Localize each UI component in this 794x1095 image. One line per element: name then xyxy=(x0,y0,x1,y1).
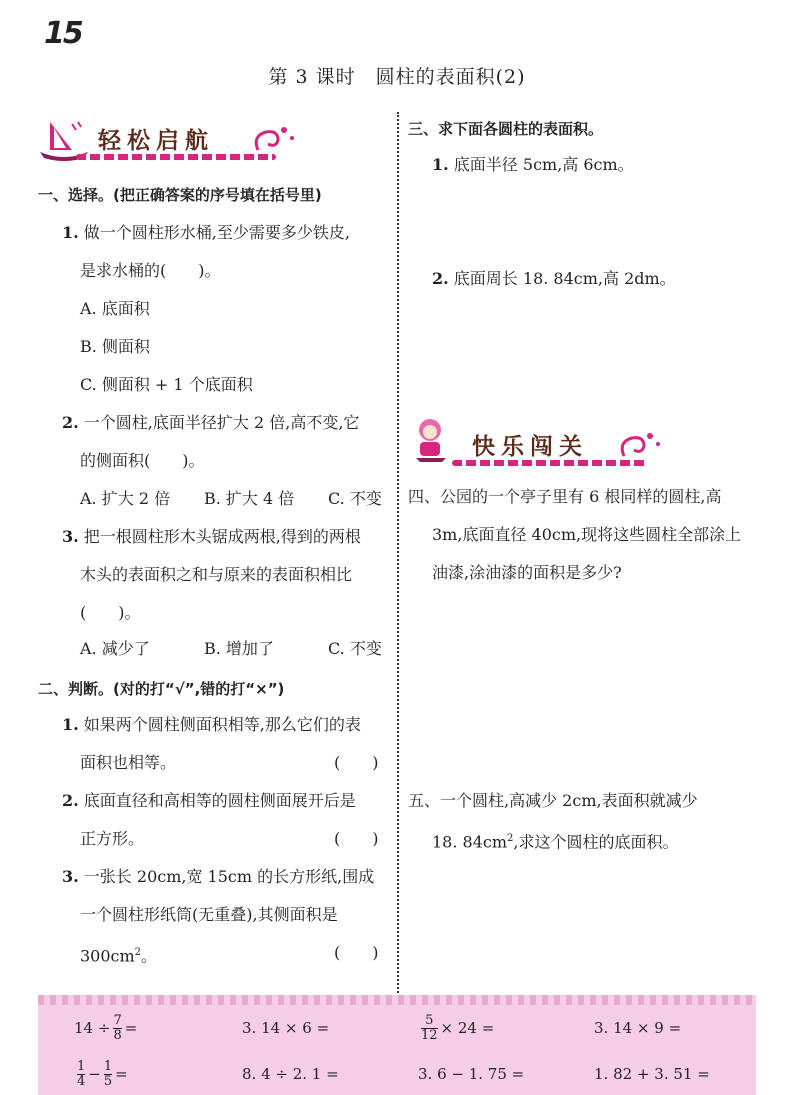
section1-heading: 一、选择。(把正确答案的序号填在括号里) xyxy=(38,186,322,204)
calc-r1c3: $\frac{5}{12}$ × 24 = xyxy=(421,1012,495,1043)
q2-3-line1: 3. 一张长 20cm,宽 15cm 的长方形纸,围成 xyxy=(62,867,375,886)
q1-2-line2: 的侧面积( )。 xyxy=(80,451,205,470)
section2-heading: 二、判断。(对的打“√”,错的打“×”) xyxy=(38,680,285,698)
swirl-icon xyxy=(248,120,298,160)
q1-2-option-b: B. 扩大 4 倍 xyxy=(204,489,295,508)
child-mascot-icon xyxy=(408,414,458,464)
calc-r2c1: $\frac{1}{4}$ − $\frac{1}{5}$ = xyxy=(77,1058,128,1089)
q5-line2: 18. $84cm^2$,求这个圆柱的底面积。 xyxy=(432,832,679,852)
q1-2-option-a: A. 扩大 2 倍 xyxy=(80,489,171,508)
section3-heading: 三、求下面各圆柱的表面积。 xyxy=(408,120,604,138)
calc-r2c4: 1. 82 + 3. 51 = xyxy=(594,1065,710,1083)
banner-stripe xyxy=(76,154,276,160)
q1-3-line1: 3. 把一根圆柱形木头锯成两根,得到的两根 xyxy=(62,527,361,546)
q4-line1: 四、公园的一个亭子里有 6 根同样的圆柱,高 xyxy=(408,487,722,506)
q3-2: 2. 底面周长 18. 84cm,高 2dm。 xyxy=(432,269,676,288)
q1-3-option-a: A. 减少了 xyxy=(80,639,150,658)
q2-1-line1: 1. 如果两个圆柱侧面积相等,那么它们的表 xyxy=(62,715,361,734)
banner-easy-start xyxy=(36,118,296,162)
q1-3-option-b: B. 增加了 xyxy=(204,639,274,658)
q4-line2: 3m,底面直径 40cm,现将这些圆柱全部涂上 xyxy=(432,525,742,544)
q1-1-option-a: A. 底面积 xyxy=(80,299,150,318)
calc-r2c3: 3. 6 − 1. 75 = xyxy=(418,1065,525,1083)
q2-3-answer-paren[interactable]: ( ) xyxy=(334,943,379,962)
calc-r1c2: 3. 14 × 6 = xyxy=(242,1019,330,1037)
q2-1-answer-paren[interactable]: ( ) xyxy=(334,753,379,772)
lesson-title: 第 3 课时 圆柱的表面积(2) xyxy=(268,66,526,88)
q2-1-line2: 面积也相等。 xyxy=(80,753,177,772)
q1-1-line2: 是求水桶的( )。 xyxy=(80,261,221,280)
column-divider xyxy=(397,112,399,1000)
q1-3-option-c: C. 不变 xyxy=(328,639,382,658)
banner-happy-challenge xyxy=(408,420,668,464)
q1-2-line1: 2. 一个圆柱,底面半径扩大 2 倍,高不变,它 xyxy=(62,413,360,432)
q5-line1: 五、一个圆柱,高减少 2cm,表面积就减少 xyxy=(408,791,698,810)
q1-1-line1: 1. 做一个圆柱形水桶,至少需要多少铁皮, xyxy=(62,223,350,242)
q4-line3: 油漆,涂油漆的面积是多少? xyxy=(432,563,622,582)
q2-3-line3: $300cm^2$。 xyxy=(80,946,158,966)
q1-3-line3: ( )。 xyxy=(80,603,141,622)
calc-r1c1: 14 ÷ $\frac{7}{8}$ = xyxy=(74,1012,138,1043)
fraction: $\frac{1}{4}$ xyxy=(77,1058,86,1089)
fraction: $\frac{1}{5}$ xyxy=(103,1058,113,1089)
banner-title: 轻松启航 xyxy=(98,128,214,154)
q2-2-answer-paren[interactable]: ( ) xyxy=(334,829,379,848)
page-number: 15 xyxy=(44,16,82,51)
q2-2-line2: 正方形。 xyxy=(80,829,145,848)
q1-2-option-c: C. 不变 xyxy=(328,489,382,508)
fraction: $\frac{7}{8}$ xyxy=(113,1012,122,1043)
q2-2-line1: 2. 底面直径和高相等的圆柱侧面展开后是 xyxy=(62,791,356,810)
calc-panel-border xyxy=(38,995,756,1005)
fraction: $\frac{5}{12}$ xyxy=(421,1012,438,1043)
q3-1: 1. 底面半径 5cm,高 6cm。 xyxy=(432,155,634,174)
q2-3-line2: 一个圆柱形纸筒(无重叠),其侧面积是 xyxy=(80,905,338,924)
banner2-title: 快乐闯关 xyxy=(472,434,588,460)
calc-r2c2: 8. 4 ÷ 2. 1 = xyxy=(242,1065,339,1083)
q1-1-option-b: B. 侧面积 xyxy=(80,337,150,356)
q1-3-line2: 木头的表面积之和与原来的表面积相比 xyxy=(80,565,353,584)
calc-r1c4: 3. 14 × 9 = xyxy=(594,1019,682,1037)
swirl-icon xyxy=(614,426,664,466)
q1-1-option-c: C. 侧面积 + 1 个底面积 xyxy=(80,375,253,394)
